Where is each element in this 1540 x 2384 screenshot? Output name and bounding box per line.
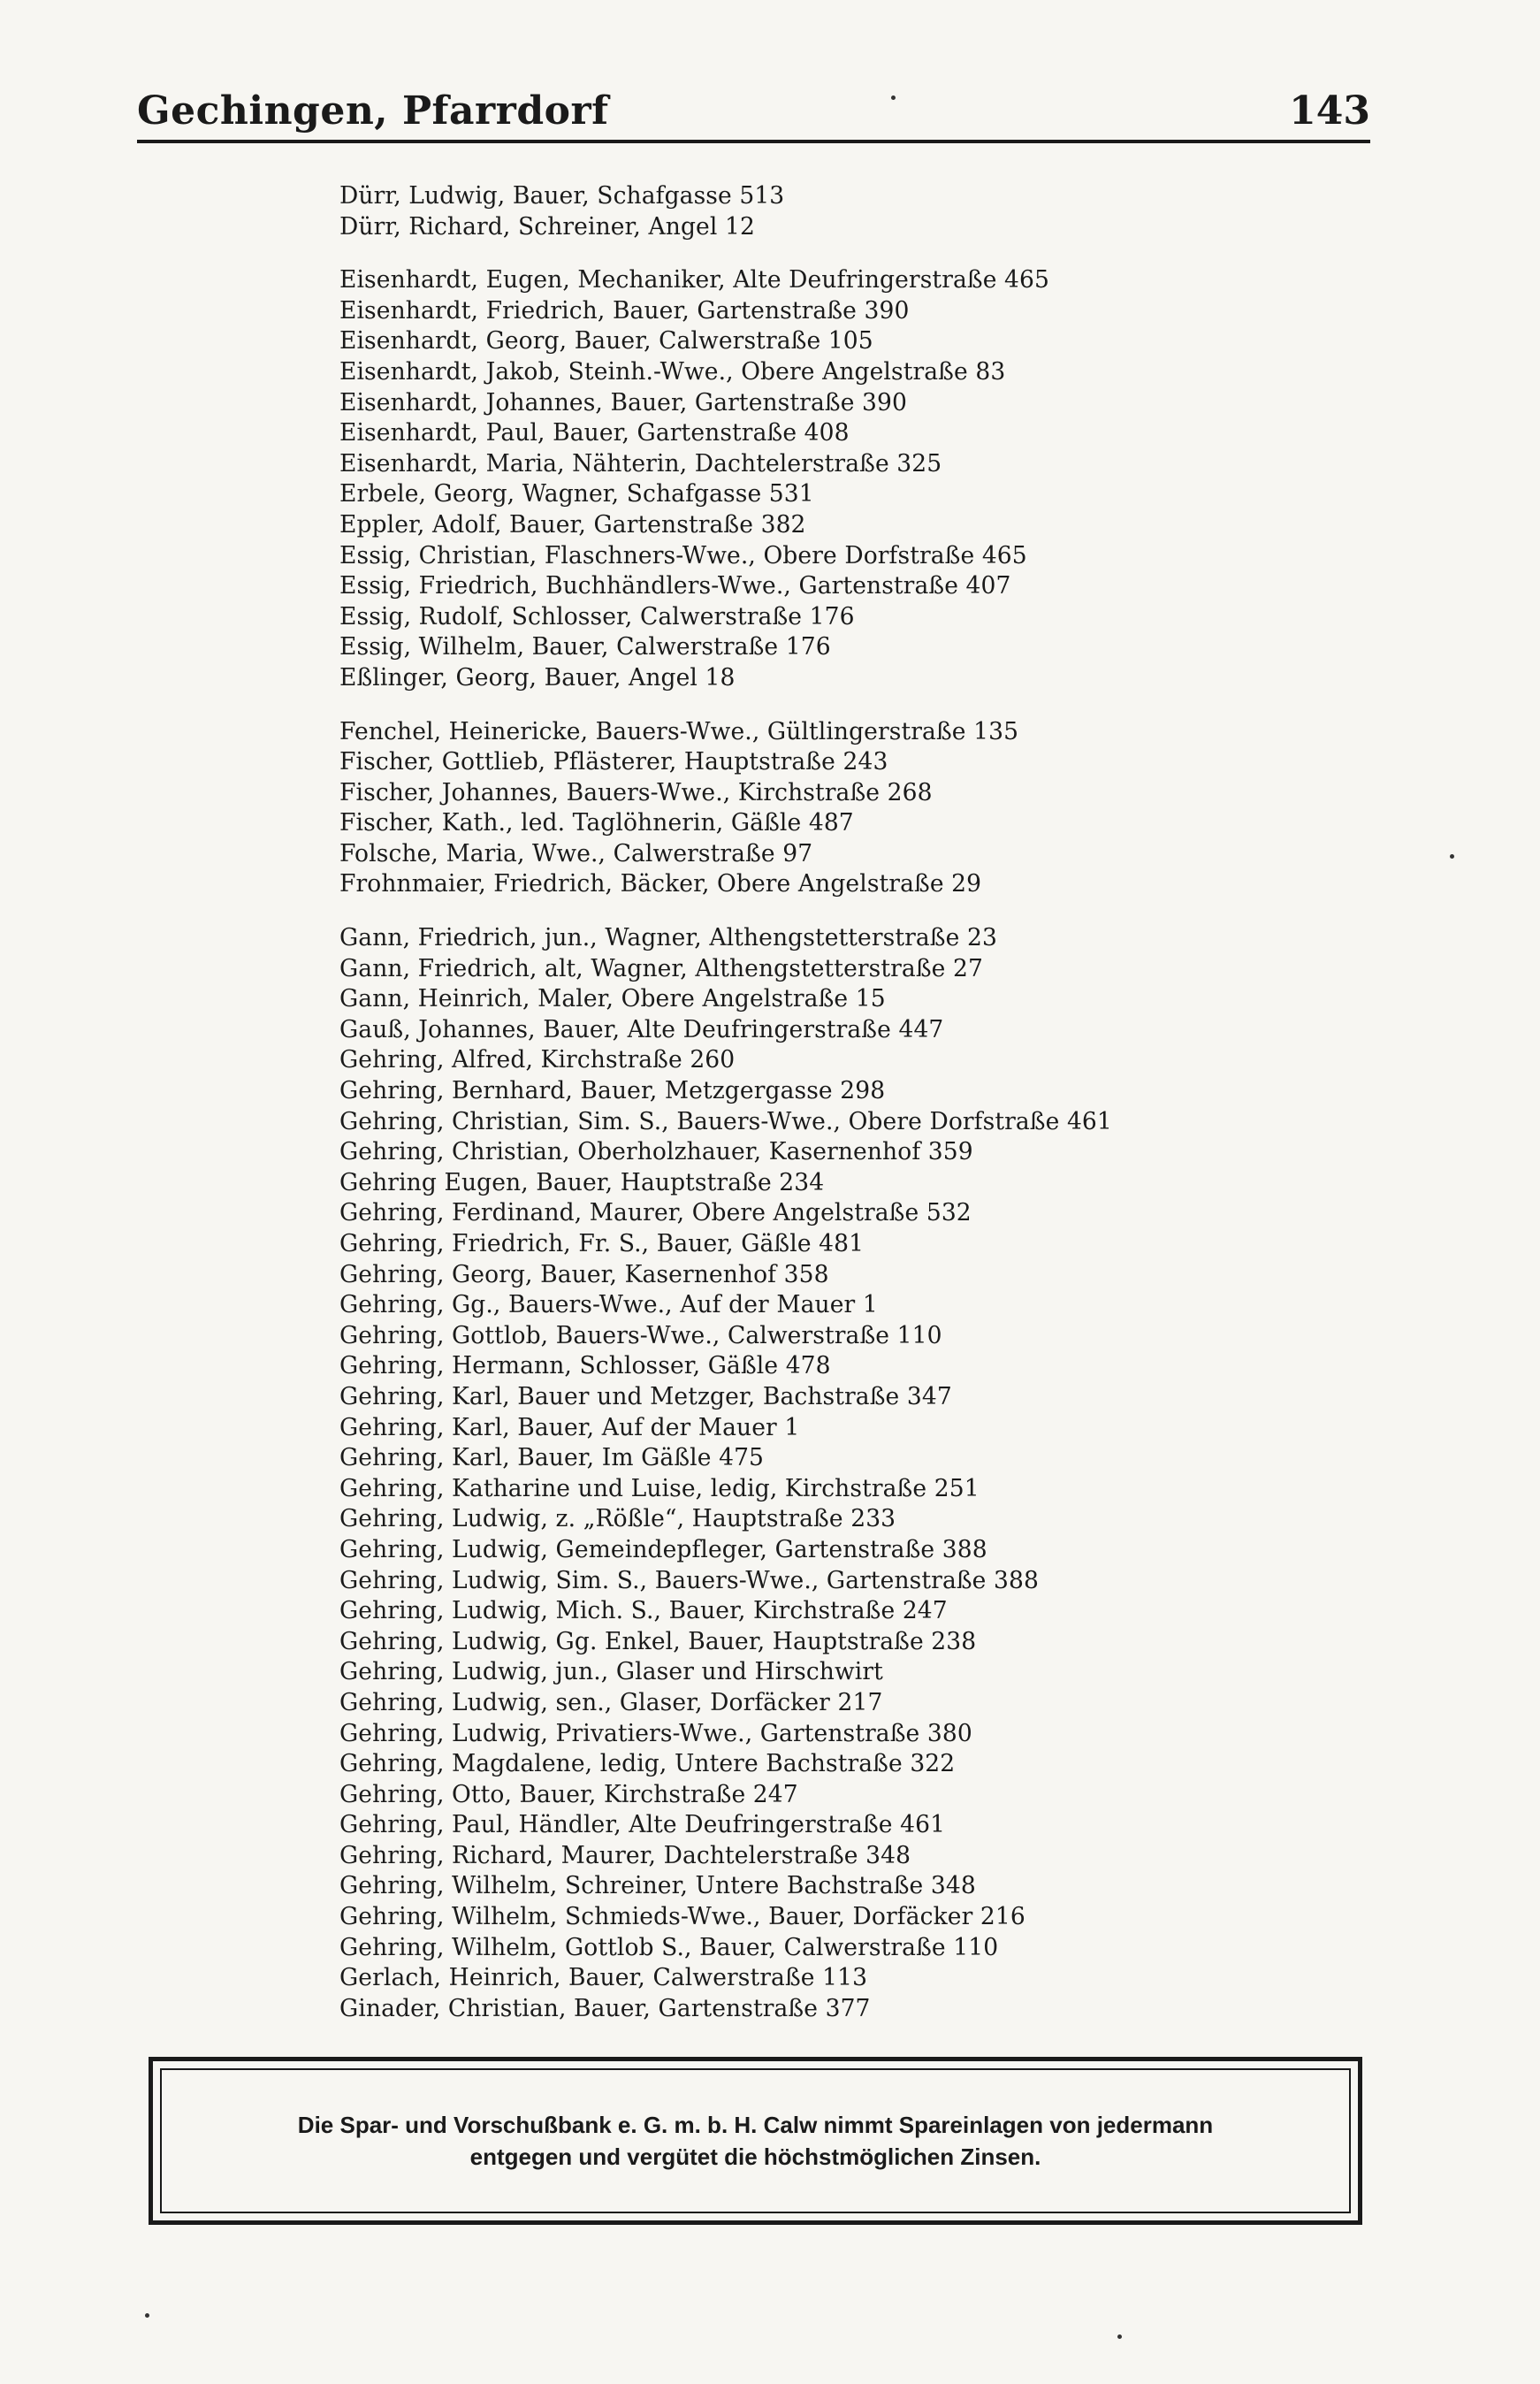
directory-entry: Gehring, Gottlob, Bauers-Wwe., Calwerstraße 110	[339, 1321, 942, 1349]
directory-entry: Gehring, Ludwig, jun., Glaser und Hirschwirt	[339, 1658, 883, 1686]
directory-entry: Eppler, Adolf, Bauer, Gartenstraße 382	[339, 510, 806, 539]
directory-entry: Gehring, Otto, Bauer, Kirchstraße 247	[339, 1780, 798, 1808]
print-speck	[891, 96, 896, 100]
directory-entry: Gehring, Ludwig, Gemeindepfleger, Gartenstraße 388	[339, 1535, 987, 1563]
directory-entry: Essig, Wilhelm, Bauer, Calwerstraße 176	[339, 633, 831, 661]
directory-entry: Gehring, Ferdinand, Maurer, Obere Angelstraße 532	[339, 1199, 972, 1227]
directory-entry: Gehring, Ludwig, Privatiers-Wwe., Gartenstraße 380	[339, 1719, 972, 1747]
header-rule	[137, 140, 1370, 143]
directory-entry: Eisenhardt, Jakob, Steinh.-Wwe., Obere Angelstraße 83	[339, 357, 1006, 386]
directory-entry: Gehring, Wilhelm, Gottlob S., Bauer, Calwerstraße 110	[339, 1933, 999, 1961]
directory-entry: Gauß, Johannes, Bauer, Alte Deufringerstraße 447	[339, 1015, 944, 1043]
directory-entry: Dürr, Richard, Schreiner, Angel 12	[339, 212, 755, 241]
directory-entry: Gehring, Ludwig, Sim. S., Bauers-Wwe., Gartenstraße 388	[339, 1566, 1039, 1594]
directory-entry: Gann, Heinrich, Maler, Obere Angelstraße 15	[339, 985, 886, 1013]
advertisement-inner-frame	[160, 2068, 1351, 2213]
directory-entry: Gehring, Richard, Maurer, Dachtelerstraße 348	[339, 1841, 911, 1869]
directory-entry: Gehring, Katharine und Luise, ledig, Kirchstraße 251	[339, 1474, 980, 1502]
directory-entry: Eßlinger, Georg, Bauer, Angel 18	[339, 663, 736, 692]
letter-group-e	[339, 265, 1374, 693]
directory-entry: Essig, Friedrich, Buchhändlers-Wwe., Gartenstraße 407	[339, 572, 1011, 600]
directory-entry: Essig, Christian, Flaschners-Wwe., Obere Dorfstraße 465	[339, 541, 1027, 569]
directory-listing	[339, 181, 1374, 2047]
directory-entry: Gehring, Georg, Bauer, Kasernenhof 358	[339, 1260, 829, 1288]
advertisement-line-2: entgegen und vergütet die höchstmöglichen Zinsen.	[469, 2143, 1041, 2170]
directory-entry: Eisenhardt, Georg, Bauer, Calwerstraße 105	[339, 327, 873, 355]
directory-entry: Gehring, Magdalene, ledig, Untere Bachstraße 322	[339, 1750, 956, 1778]
directory-entry: Ginader, Christian, Bauer, Gartenstraße 377	[339, 1994, 871, 2022]
directory-entry: Gehring, Ludwig, sen., Glaser, Dorfäcker 217	[339, 1688, 883, 1716]
directory-entry: Gehring, Paul, Händler, Alte Deufringerstraße 461	[339, 1811, 946, 1839]
page-number: 143	[1289, 88, 1370, 134]
directory-entry: Gann, Friedrich, jun., Wagner, Althengstetterstraße 23	[339, 924, 997, 952]
directory-entry: Dürr, Ludwig, Bauer, Schafgasse 513	[339, 182, 785, 210]
print-speck	[1450, 854, 1454, 859]
letter-group-g	[339, 923, 1374, 2024]
directory-entry: Fischer, Johannes, Bauers-Wwe., Kirchstraße 268	[339, 778, 933, 806]
directory-entry: Gehring Eugen, Bauer, Hauptstraße 234	[339, 1168, 825, 1196]
directory-entry: Fischer, Gottlieb, Pflästerer, Hauptstraße 243	[339, 748, 888, 776]
advertisement-box	[149, 2057, 1362, 2225]
page-header	[137, 81, 1370, 143]
directory-entry: Eisenhardt, Friedrich, Bauer, Gartenstraße 390	[339, 296, 910, 325]
directory-entry: Gehring, Karl, Bauer und Metzger, Bachstraße 347	[339, 1382, 952, 1410]
directory-entry: Eisenhardt, Johannes, Bauer, Gartenstraße 390	[339, 388, 907, 416]
directory-entry: Folsche, Maria, Wwe., Calwerstraße 97	[339, 839, 813, 867]
directory-entry: Gehring, Gg., Bauers-Wwe., Auf der Mauer 1	[339, 1291, 878, 1319]
directory-entry: Frohnmaier, Friedrich, Bäcker, Obere Angelstraße 29	[339, 870, 982, 898]
directory-entry: Gerlach, Heinrich, Bauer, Calwerstraße 113	[339, 1964, 868, 1992]
directory-entry: Gehring, Ludwig, z. „Rößle“, Hauptstraße 233	[339, 1505, 896, 1533]
header-place-name: Gechingen, Pfarrdorf	[137, 88, 609, 134]
directory-entry: Fenchel, Heinericke, Bauers-Wwe., Gültlingerstraße 135	[339, 717, 1019, 745]
directory-entry: Eisenhardt, Paul, Bauer, Gartenstraße 408	[339, 419, 850, 447]
directory-entry: Gehring, Wilhelm, Schmieds-Wwe., Bauer, Dorfäcker 216	[339, 1903, 1025, 1931]
directory-entry: Gehring, Karl, Bauer, Im Gäßle 475	[339, 1444, 765, 1472]
directory-entry: Gehring, Hermann, Schlosser, Gäßle 478	[339, 1352, 831, 1380]
print-speck	[1117, 2334, 1122, 2339]
directory-entry: Gehring, Karl, Bauer, Auf der Mauer 1	[339, 1413, 800, 1441]
directory-entry: Eisenhardt, Eugen, Mechaniker, Alte Deufringerstraße 465	[339, 266, 1050, 294]
directory-entry: Gehring, Wilhelm, Schreiner, Untere Bachstraße 348	[339, 1872, 976, 1900]
directory-entry: Erbele, Georg, Wagner, Schafgasse 531	[339, 480, 814, 508]
directory-entry: Gann, Friedrich, alt, Wagner, Althengstetterstraße 27	[339, 954, 983, 982]
directory-entry: Gehring, Ludwig, Gg. Enkel, Bauer, Hauptstraße 238	[339, 1627, 977, 1655]
directory-entry: Gehring, Ludwig, Mich. S., Bauer, Kirchstraße 247	[339, 1597, 948, 1625]
directory-entry: Essig, Rudolf, Schlosser, Calwerstraße 176	[339, 602, 855, 630]
letter-group-f	[339, 717, 1374, 901]
advertisement-line-1: Die Spar- und Vorschußbank e. G. m. b. H. Calw nimmt Spareinlagen von jedermann	[297, 2112, 1214, 2138]
directory-entry: Gehring, Christian, Sim. S., Bauers-Wwe., Obere Dorfstraße 461	[339, 1107, 1112, 1135]
directory-entry: Eisenhardt, Maria, Nähterin, Dachtelerstraße 325	[339, 449, 942, 478]
directory-entry: Gehring, Bernhard, Bauer, Metzgergasse 298	[339, 1077, 886, 1105]
print-speck	[145, 2313, 149, 2318]
directory-entry: Gehring, Friedrich, Fr. S., Bauer, Gäßle 481	[339, 1230, 865, 1257]
directory-entry: Gehring, Christian, Oberholzhauer, Kasernenhof 359	[339, 1138, 973, 1166]
directory-entry: Gehring, Alfred, Kirchstraße 260	[339, 1046, 736, 1074]
directory-entry: Fischer, Kath., led. Taglöhnerin, Gäßle 487	[339, 809, 854, 837]
letter-group-d	[339, 181, 1374, 242]
